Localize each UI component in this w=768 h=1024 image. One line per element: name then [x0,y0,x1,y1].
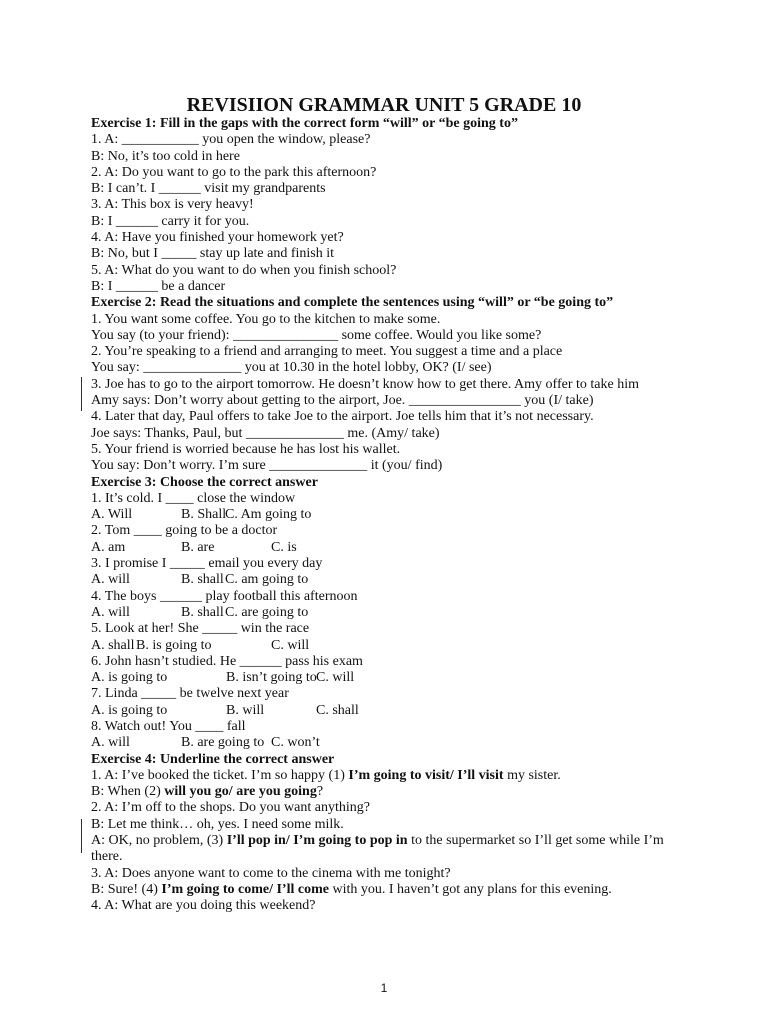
answer-options [91,507,761,523]
exercise-2-line: You say: ______________ you at 10.30 in the hotel lobby, OK? (I/ see) [91,360,492,376]
exercise-2-line: 2. You’re speaking to a friend and arranging to meet. You suggest a time and a place [91,344,563,360]
exercise-2-line: You say (to your friend): _______________ some coffee. Would you like some? [91,327,542,343]
answer-options [91,605,761,621]
option-b[interactable]: B. Shall [181,507,227,523]
dialogue-line: 3. A: Does anyone want to come to the cinema with me tonight? [91,865,451,881]
option-a[interactable]: A. is going to [91,670,168,686]
answer-options [91,572,761,588]
answer-choice[interactable]: will you go/ are you going [164,784,317,800]
exercise-2-line: Amy says: Don’t worry about getting to the airport, Joe. ________________ you (I/ take) [91,393,594,409]
page-number: 1 [380,981,388,995]
option-a[interactable]: A. shall [91,637,135,653]
answer-choice[interactable]: I’ll pop in/ I’m going to pop in [226,833,408,849]
option-a[interactable]: A. is going to [91,702,168,718]
page-title: REVISIION GRAMMAR UNIT 5 GRADE 10 [186,94,582,116]
question: 1. It’s cold. I ____ close the window [91,490,296,506]
option-b[interactable]: B. is going to [136,637,212,653]
answer-choice[interactable]: I’m going to visit/ I’ll visit [348,767,504,783]
option-c[interactable]: C. are going to [225,604,309,620]
question: 8. Watch out! You ____ fall [91,718,246,734]
exercise-2-heading: Exercise 2: Read the situations and complete the sentences using “will” or “be going to” [91,295,614,311]
exercise-2-line: 1. You want some coffee. You go to the kitchen to make some. [91,311,441,327]
option-c[interactable]: C. shall [316,702,359,718]
exercise-2-line: Joe says: Thanks, Paul, but ______________ me. (Amy/ take) [91,425,440,441]
dialogue-line: B: Sure! (4) I’m going to come/ I’ll come with you. I haven’t got any plans for this evening. [91,881,612,897]
option-c[interactable]: C. am going to [225,572,309,588]
option-a[interactable]: A. will [91,572,130,588]
dialogue-line: B: Let me think… oh, yes. I need some milk. [91,816,344,832]
answer-options [91,540,761,556]
exercise-1-line: B: No, it’s too cold in here [91,148,240,164]
option-c[interactable]: C. will [316,670,355,686]
question: 7. Linda _____ be twelve next year [91,686,289,702]
exercise-1-line: 4. A: Have you finished your homework yet? [91,230,344,246]
option-b[interactable]: B. are [181,539,215,555]
answer-options [91,703,761,719]
answer-options [91,638,761,654]
option-a[interactable]: A. will [91,735,130,751]
exercise-1-heading: Exercise 1: Fill in the gaps with the correct form “will” or “be going to” [91,116,518,131]
worksheet-body [91,116,761,915]
dialogue-line: A: OK, no problem, (3) I’ll pop in/ I’m going to pop in to the supermarket so I’ll get some while I’m [91,833,664,849]
answer-choice[interactable]: I’m going to come/ I’ll come [161,881,329,897]
exercise-1-line: 3. A: This box is very heavy! [91,197,254,213]
exercise-2-line: You say: Don’t worry. I’m sure ______________ it (you/ find) [91,458,443,474]
exercise-1-line: 5. A: What do you want to do when you finish school? [91,262,397,278]
revision-bar-2 [81,819,82,853]
option-b[interactable]: B. are going to [181,735,265,751]
revision-bar-1 [81,377,82,411]
answer-options [91,735,761,751]
exercise-1-line: B: I ______ be a dancer [91,278,226,294]
exercise-1-line: B: I ______ carry it for you. [91,213,250,229]
answer-options [91,670,761,686]
dialogue-line: 4. A: What are you doing this weekend? [91,898,316,914]
dialogue-line: 1. A: I’ve booked the ticket. I’m so happy (1) I’m going to visit/ I’ll visit my sister. [91,767,561,783]
option-c[interactable]: C. won’t [271,735,320,751]
dialogue-line: B: When (2) will you go/ are you going? [91,784,324,800]
dialogue-line: there. [91,849,123,865]
exercise-1-line: 1. A: ___________ you open the window, please? [91,132,371,148]
option-c[interactable]: C. Am going to [225,507,312,523]
question: 4. The boys ______ play football this afternoon [91,588,358,604]
exercise-1-line: 2. A: Do you want to go to the park this afternoon? [91,164,377,180]
option-a[interactable]: A. Will [91,507,133,523]
question: 3. I promise I _____ email you every day [91,556,323,572]
option-a[interactable]: A. am [91,539,126,555]
exercise-1-line: B: No, but I _____ stay up late and finish it [91,246,335,262]
question: 2. Tom ____ going to be a doctor [91,523,278,539]
option-c[interactable]: C. is [271,539,297,555]
option-c[interactable]: C. will [271,637,310,653]
exercise-1-line: B: I can’t. I ______ visit my grandparents [91,181,326,197]
dialogue-line: 2. A: I’m off to the shops. Do you want anything? [91,800,370,816]
option-a[interactable]: A. will [91,604,130,620]
exercise-3-heading: Exercise 3: Choose the correct answer [91,474,318,490]
exercise-2-line: 3. Joe has to go to the airport tomorrow. He doesn’t know how to get there. Amy offer to take him [91,376,639,392]
question: 6. John hasn’t studied. He ______ pass his exam [91,653,363,669]
exercise-2-line: 4. Later that day, Paul offers to take Joe to the airport. Joe tells him that it’s not necessary. [91,409,594,425]
option-b[interactable]: B. will [226,702,265,718]
question: 5. Look at her! She _____ win the race [91,621,310,637]
option-b[interactable]: B. shall [181,604,224,620]
exercise-4-heading: Exercise 4: Underline the correct answer [91,751,335,767]
option-b[interactable]: B. isn’t going to [226,670,317,686]
exercise-2-line: 5. Your friend is worried because he has lost his wallet. [91,441,401,457]
option-b[interactable]: B. shall [181,572,224,588]
